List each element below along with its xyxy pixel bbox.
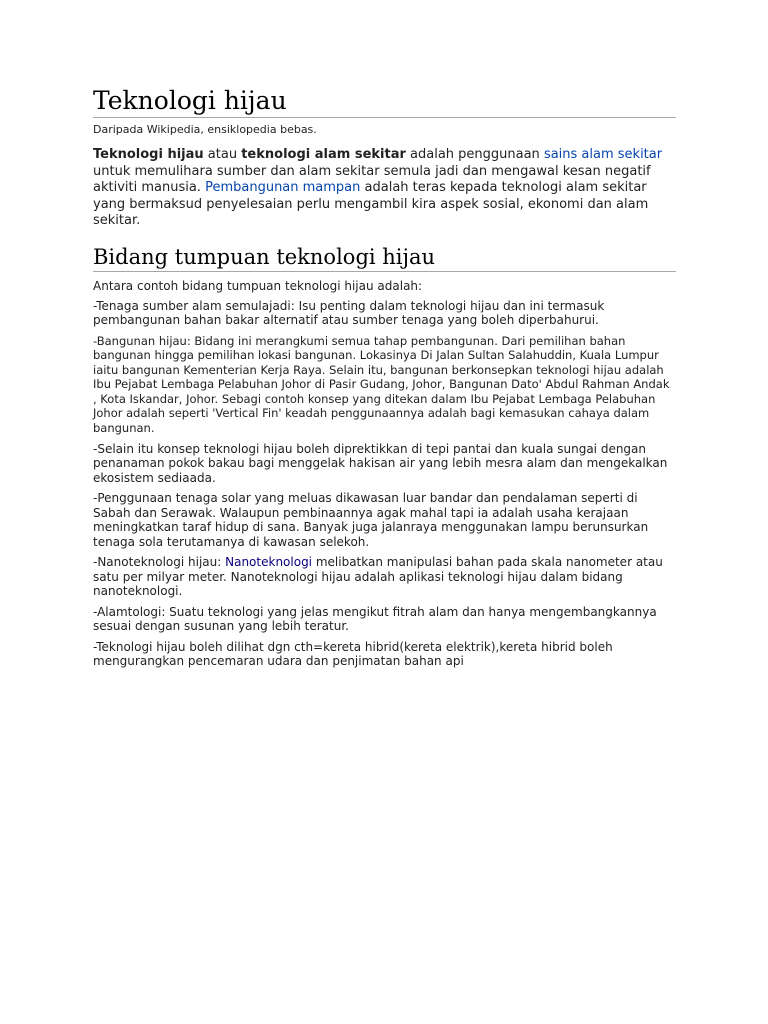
nano-text: melibatkan manipulasi bahan pada skala nanometer atau satu per milyar meter. Nanoteknologi hijau adalah aplikasi teknologi hijau dalam bidang nanoteknologi. (93, 555, 663, 599)
list-item-bangunan-hijau: -Bangunan hijau: Bidang ini merangkumi semua tahap pembangunan. Dari pemilihan bahan bangunan hingga pemilihan lokasi bangunan. Lokasinya Di Jalan Sultan Salahuddin, Kuala Lumpur iaitu bangunan Kementerian Kerja Raya. Selain itu, bangunan berkonsepkan teknologi hijau adalah Ibu Pejabat Lembaga Pelabuhan Johor di Pasir Gudang, Johor, Bangunan Dato' Abdul Rahman Andak , Kota Iskandar, Johor. Sebagi contoh konsep yang ditekan dalam Ibu Pejabat Lembaga Pelabuhan Johor adalah seperti 'Vertical Fin' keadah penggunaannya adalah bagi kemasukan cahaya dalam bangunan. (93, 333, 670, 436)
list-item-nanoteknologi (93, 555, 676, 599)
intro-text: atau (203, 147, 242, 162)
intro-text-3: untuk memulihara sumber dan alam sekitar semula jadi dan mengawal kesan negatif aktiviti manusia. (93, 163, 651, 195)
article-content (93, 86, 676, 675)
intro-bold-term-2: teknologi alam sekitar (241, 147, 406, 162)
list-item-solar: -Penggunaan tenaga solar yang meluas dikawasan luar bandar dan pendalaman seperti di Sabah dan Serawak. Walaupun pembinaannya agak mahal tapi ia adalah usaha kerajaan meningkatkan taraf hidup di sana. Banyak juga jalanraya menggunakan lampu berunsurkan tenaga sola terutamanya di kawasan selekoh. (93, 491, 649, 549)
section-heading: Bidang tumpuan teknologi hijau (93, 244, 676, 272)
list-item-kereta-hibrid: -Teknologi hijau boleh dilihat dgn cth=kereta hibrid(kereta elektrik),kereta hibrid boleh mengurangkan pencemaran udara dan penjimatan bahan api (93, 639, 613, 669)
page-title: Teknologi hijau (93, 86, 676, 118)
section-lead: Antara contoh bidang tumpuan teknologi hijau adalah: (93, 278, 423, 293)
intro-bold-term: Teknologi hijau (93, 147, 204, 162)
sains-alam-sekitar-link[interactable]: sains alam sekitar (543, 147, 663, 162)
article-tagline: Daripada Wikipedia, ensiklopedia bebas. (93, 123, 317, 136)
nano-prefix: -Nanoteknologi hijau: (93, 555, 226, 570)
intro-paragraph (93, 147, 676, 230)
intro-text-2: adalah penggunaan (405, 147, 544, 162)
list-item-tenaga: -Tenaga sumber alam semulajadi: Isu penting dalam teknologi hijau dan ini termasuk pembangunan bahan bakar alternatif atau sumber tenaga yang boleh diperbahurui. (93, 298, 605, 327)
intro-text-4: adalah teras kepada teknologi alam sekitar yang bermaksud penyelesaian perlu mengambil kira aspek sosial, ekonomi dan alam sekitar. (93, 180, 649, 228)
list-item-pantai: -Selain itu konsep teknologi hijau boleh diprektikkan di tepi pantai dan kuala sungai dengan penanaman pokok bakau bagi menggelak hakisan air yang lebih mesra alam dan mengekalkan ekosistem sediaada. (93, 441, 668, 485)
list-item-alamtologi: -Alamtologi: Suatu teknologi yang jelas mengikut fitrah alam dan hanya mengembangkannya sesuai dengan susunan yang lebih teratur. (93, 604, 657, 634)
nanoteknologi-link[interactable]: Nanoteknologi (225, 555, 313, 570)
pembangunan-mampan-link[interactable]: Pembangunan mampan (205, 180, 361, 195)
